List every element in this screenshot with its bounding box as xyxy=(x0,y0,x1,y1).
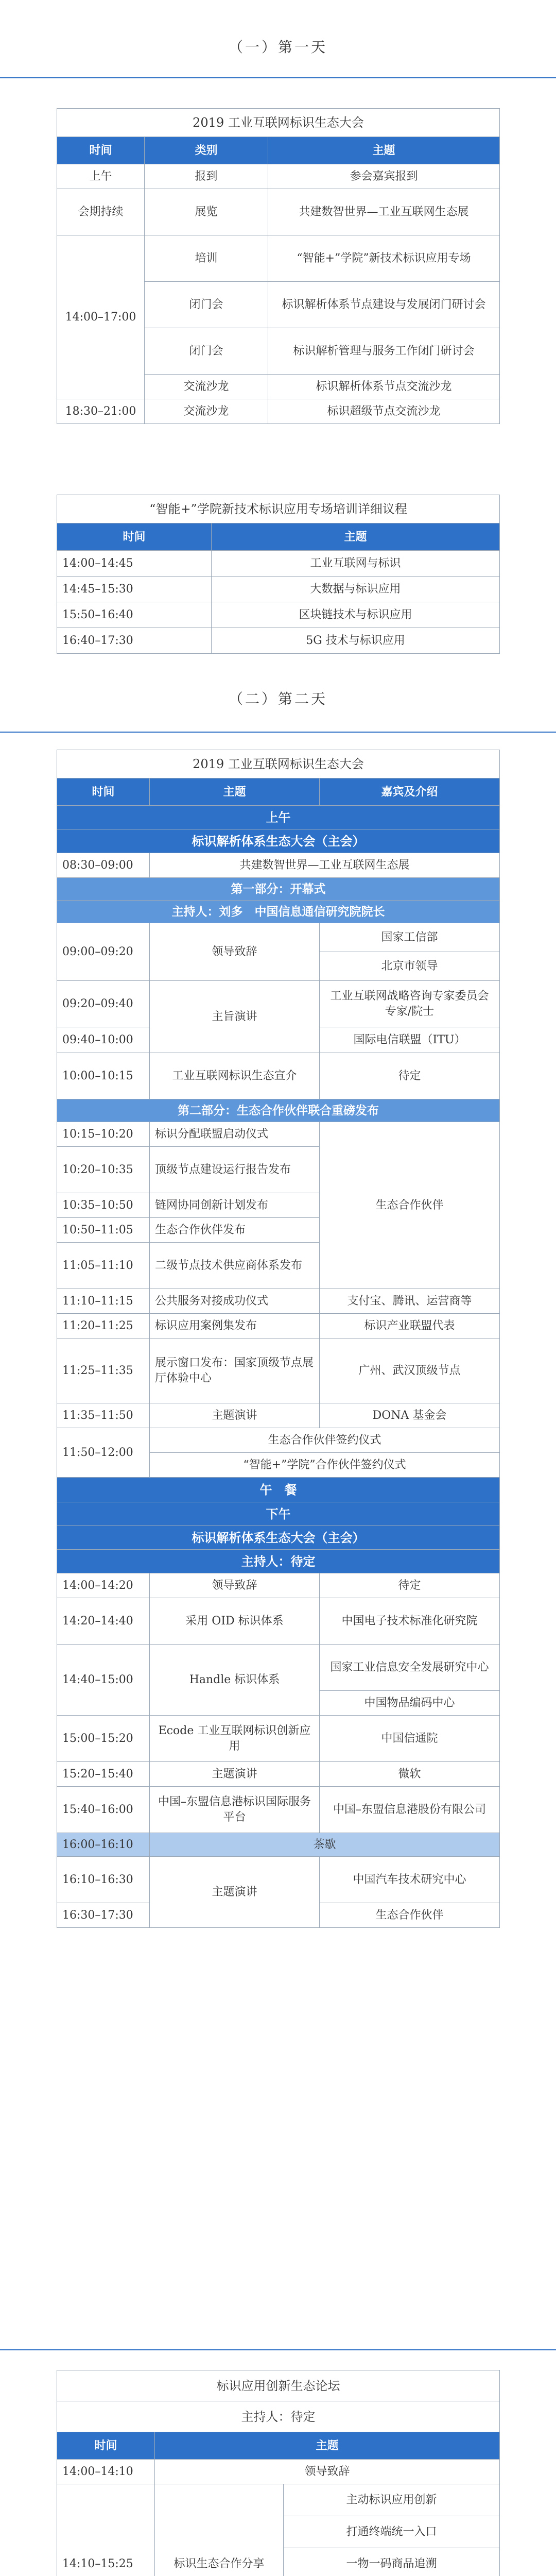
training-table xyxy=(57,495,500,654)
guest-cell: 工业互联网战略咨询专家委员会专家/院士 xyxy=(320,981,500,1027)
time-cell: 14:40–15:00 xyxy=(57,1645,150,1716)
topic-cell: 领导致辞 xyxy=(150,923,320,981)
topic-cell: 工业互联网与标识 xyxy=(212,551,500,577)
topic-cell: 标识解析体系节点建设与发展闭门研讨会 xyxy=(268,282,500,328)
topic-cell: 展示窗口发布：国家顶级节点展厅体验中心 xyxy=(150,1338,320,1403)
time-cell: 10:35–10:50 xyxy=(57,1193,150,1218)
topic-cell: 区块链技术与标识应用 xyxy=(212,602,500,628)
time-cell: 11:10–11:15 xyxy=(57,1289,150,1314)
guest-cell: 国际电信联盟（ITU） xyxy=(320,1027,500,1053)
time-cell: 15:40–16:00 xyxy=(57,1787,150,1833)
time-cell: 11:20–11:25 xyxy=(57,1314,150,1338)
time-cell: 16:40–17:30 xyxy=(57,628,212,654)
guest-cell: 生态合作伙伴 xyxy=(320,1122,500,1289)
header-category: 类别 xyxy=(145,137,268,164)
topic-cell: 标识超级节点交流沙龙 xyxy=(268,399,500,424)
topic-cell: 标识解析管理与服务工作闭门研讨会 xyxy=(268,328,500,375)
topic-cell: 主旨演讲 xyxy=(150,981,320,1053)
day2-rule xyxy=(0,732,556,733)
time-cell: 上午 xyxy=(57,164,145,189)
header-time: 时间 xyxy=(57,2432,155,2460)
topic-cell: 参会嘉宾报到 xyxy=(268,164,500,189)
time-cell: 10:50–11:05 xyxy=(57,1218,150,1243)
topic-cell: 主题演讲 xyxy=(150,1762,320,1787)
topic-cell: “智能+”学院”合作伙伴签约仪式 xyxy=(150,1453,500,1478)
time-cell: 10:15–10:20 xyxy=(57,1122,150,1147)
topic-cell: 共建数智世界—工业互联网生态展 xyxy=(268,189,500,235)
day1-heading: （一）第一天 xyxy=(228,39,327,56)
day2-section xyxy=(0,688,556,708)
time-cell: 16:10–16:30 xyxy=(57,1857,150,1903)
topic-cell: 共建数智世界—工业互联网生态展 xyxy=(150,853,500,878)
topic-cell: 顶级节点建设运行报告发布 xyxy=(150,1147,320,1193)
lunch-band: 午 餐 xyxy=(57,1478,500,1502)
training-caption: “智能+”学院新技术标识应用专场培训详细议程 xyxy=(57,495,500,523)
time-cell: 16:00–16:10 xyxy=(57,1833,150,1857)
guest-cell: 中国–东盟信息港股份有限公司 xyxy=(320,1787,500,1833)
header-topic: 主题 xyxy=(150,778,320,806)
time-cell: 14:45–15:30 xyxy=(57,577,212,602)
guest-cell: 支付宝、腾讯、运营商等 xyxy=(320,1289,500,1314)
afternoon-band: 下午 xyxy=(57,1502,500,1526)
topic-cell: 采用 OID 标识体系 xyxy=(150,1598,320,1645)
time-cell: 14:00–14:20 xyxy=(57,1573,150,1598)
topic-cell: 中国–东盟信息港标识国际服务平台 xyxy=(150,1787,320,1833)
guest-cell: 北京市领导 xyxy=(320,952,500,981)
time-cell: 18:30–21:00 xyxy=(57,399,145,424)
time-cell: 14:00–14:10 xyxy=(57,2460,155,2484)
header-time: 时间 xyxy=(57,778,150,806)
day2-caption: 2019 工业互联网标识生态大会 xyxy=(57,750,500,778)
time-cell: 10:20–10:35 xyxy=(57,1147,150,1193)
guest-cell: 国家工信部 xyxy=(320,923,500,952)
host2-band: 主持人：待定 xyxy=(57,1550,500,1573)
day1-table xyxy=(57,108,500,424)
topic-cell: 标识分配联盟启动仪式 xyxy=(150,1122,320,1147)
topic-cell: Handle 标识体系 xyxy=(150,1645,320,1716)
topic-cell: 标识生态合作分享 xyxy=(155,2484,284,2576)
time-cell: 14:10–15:25 xyxy=(57,2484,155,2576)
category-cell: 交流沙龙 xyxy=(145,375,268,399)
time-cell: 14:20–14:40 xyxy=(57,1598,150,1645)
guest-cell: 中国电子技术标准化研究院 xyxy=(320,1598,500,1645)
forum1-table xyxy=(57,2370,500,2576)
topic-cell: 领导致辞 xyxy=(150,1573,320,1598)
morning-band: 上午 xyxy=(57,806,500,829)
category-cell: 报到 xyxy=(145,164,268,189)
guest-cell: 生态合作伙伴 xyxy=(320,1903,500,1928)
topic-cell: 生态合作伙伴签约仪式 xyxy=(150,1428,500,1453)
sub-topic-cell: 打通终端统一入口 xyxy=(284,2516,500,2548)
topic-cell: 主题演讲 xyxy=(150,1403,320,1428)
guest-cell: 标识产业联盟代表 xyxy=(320,1314,500,1338)
afternoon-title: 标识解析体系生态大会（主会） xyxy=(57,1526,500,1550)
day1-section xyxy=(0,36,556,57)
part2-band: 第二部分：生态合作伙伴联合重磅发布 xyxy=(57,1099,500,1122)
guest-cell: 待定 xyxy=(320,1053,500,1099)
guest-cell: 中国汽车技术研究中心 xyxy=(320,1857,500,1903)
guest-cell: 中国物品编码中心 xyxy=(320,1691,500,1716)
time-cell: 15:00–15:20 xyxy=(57,1716,150,1762)
category-cell: 闭门会 xyxy=(145,328,268,375)
topic-cell: Ecode 工业互联网标识创新应用 xyxy=(150,1716,320,1762)
time-cell: 14:00–17:00 xyxy=(57,235,145,399)
time-cell: 11:05–11:10 xyxy=(57,1243,150,1289)
host1-band: 主持人：刘多 中国信息通信研究院院长 xyxy=(57,901,500,923)
time-cell: 11:25–11:35 xyxy=(57,1338,150,1403)
header-topic: 主题 xyxy=(155,2432,500,2460)
time-cell: 16:30–17:30 xyxy=(57,1903,150,1928)
topic-cell: 链网协同创新计划发布 xyxy=(150,1193,320,1218)
time-cell: 09:40–10:00 xyxy=(57,1027,150,1053)
header-time: 时间 xyxy=(57,137,145,164)
forum1-host: 主持人：待定 xyxy=(57,2401,500,2432)
topic-cell: 5G 技术与标识应用 xyxy=(212,628,500,654)
time-cell: 15:50–16:40 xyxy=(57,602,212,628)
day2-heading: （二）第二天 xyxy=(228,690,327,707)
guest-cell: DONA 基金会 xyxy=(320,1403,500,1428)
guest-cell: 广州、武汉顶级节点 xyxy=(320,1338,500,1403)
topic-cell: 工业互联网标识生态宣介 xyxy=(150,1053,320,1099)
category-cell: 展览 xyxy=(145,189,268,235)
time-cell: 15:20–15:40 xyxy=(57,1762,150,1787)
part1-band: 第一部分：开幕式 xyxy=(57,878,500,901)
topic-cell: 公共服务对接成功仪式 xyxy=(150,1289,320,1314)
topic-cell: 领导致辞 xyxy=(155,2460,500,2484)
guest-cell: 国家工业信息安全发展研究中心 xyxy=(320,1645,500,1691)
time-cell: 14:00–14:45 xyxy=(57,551,212,577)
topic-cell: 生态合作伙伴发布 xyxy=(150,1218,320,1243)
guest-cell: 中国信通院 xyxy=(320,1716,500,1762)
time-cell: 11:50–12:00 xyxy=(57,1428,150,1478)
topic-cell: 标识解析体系节点交流沙龙 xyxy=(268,375,500,399)
header-topic: 主题 xyxy=(268,137,500,164)
category-cell: 交流沙龙 xyxy=(145,399,268,424)
topic-cell: “智能+”学院”新技术标识应用专场 xyxy=(268,235,500,282)
forum1-rule xyxy=(0,2349,556,2350)
time-cell: 会期持续 xyxy=(57,189,145,235)
time-cell: 09:20–09:40 xyxy=(57,981,150,1027)
forum1-caption: 标识应用创新生态论坛 xyxy=(57,2370,500,2401)
topic-cell: 大数据与标识应用 xyxy=(212,577,500,602)
time-cell: 08:30–09:00 xyxy=(57,853,150,878)
header-topic: 主题 xyxy=(212,523,500,551)
day1-caption: 2019 工业互联网标识生态大会 xyxy=(57,109,500,137)
guest-cell: 待定 xyxy=(320,1573,500,1598)
category-cell: 培训 xyxy=(145,235,268,282)
topic-cell: 主题演讲 xyxy=(150,1857,320,1928)
sub-topic-cell: 主动标识应用创新 xyxy=(284,2484,500,2516)
time-cell: 11:35–11:50 xyxy=(57,1403,150,1428)
header-time: 时间 xyxy=(57,523,212,551)
topic-cell: 二级节点技术供应商体系发布 xyxy=(150,1243,320,1289)
topic-cell: 标识应用案例集发布 xyxy=(150,1314,320,1338)
guest-cell: 微软 xyxy=(320,1762,500,1787)
time-cell: 09:00–09:20 xyxy=(57,923,150,981)
time-cell: 10:00–10:15 xyxy=(57,1053,150,1099)
tea-break-cell: 茶歇 xyxy=(150,1833,500,1857)
day1-rule xyxy=(0,77,556,78)
header-guest: 嘉宾及介绍 xyxy=(320,778,500,806)
day2-table xyxy=(57,750,500,1928)
sub-topic-cell: 一物一码商品追溯 xyxy=(284,2548,500,2576)
morning-title: 标识解析体系生态大会（主会） xyxy=(57,829,500,853)
category-cell: 闭门会 xyxy=(145,282,268,328)
